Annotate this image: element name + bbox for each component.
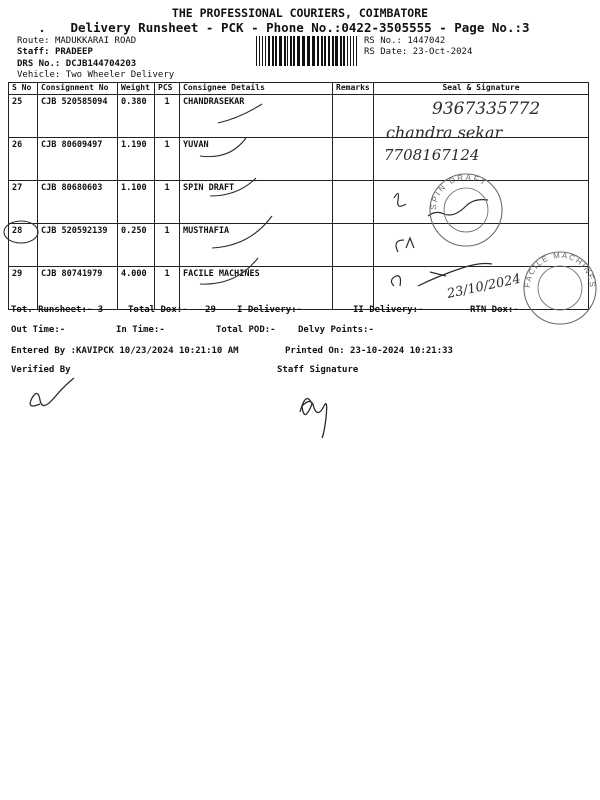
col-consignment-header: Consignment No xyxy=(38,83,118,95)
row-sno: 28 xyxy=(9,224,38,267)
rs-no-value: 1447042 xyxy=(407,36,446,46)
barcode-bar xyxy=(317,36,319,66)
verified-by-label: Verified By xyxy=(11,365,71,375)
row-weight: 4.000 xyxy=(118,267,155,310)
row-consignee: SPIN DRAFT xyxy=(180,181,333,224)
rs-no-label: RS No.: xyxy=(364,36,402,46)
total-dox-value: 29 xyxy=(205,305,216,315)
vehicle-line xyxy=(17,70,174,80)
summary-delvy-points: Delvy Points:- xyxy=(298,325,374,335)
rs-date-line xyxy=(364,47,472,57)
table-row xyxy=(9,224,589,267)
col-pcs-header: PCS xyxy=(155,83,180,95)
row-seal xyxy=(374,224,589,267)
row-consignment-no: CJB 80680603 xyxy=(38,181,118,224)
row-pcs: 1 xyxy=(155,267,180,310)
handwritten-date: 23/10/2024 xyxy=(445,271,523,302)
barcode-bar xyxy=(279,36,282,66)
row-consignment-no: CJB 520585094 xyxy=(38,95,118,138)
summary-i-delivery: I Delivery:- xyxy=(237,305,303,315)
col-consignee-header: Consignee Details xyxy=(180,83,333,95)
staff-line xyxy=(17,47,93,57)
row-consignee: CHANDRASEKAR xyxy=(180,95,333,138)
row-pcs: 1 xyxy=(155,224,180,267)
facile-stamp-text: FACILE MACHINES xyxy=(522,250,598,289)
barcode-bar xyxy=(293,36,295,66)
rs-no-line xyxy=(364,36,445,46)
barcode-bar xyxy=(272,36,274,66)
row-weight: 0.250 xyxy=(118,224,155,267)
drs-label: DRS No.: xyxy=(17,59,61,69)
row-pcs: 1 xyxy=(155,181,180,224)
barcode-bar xyxy=(284,36,286,66)
barcode-bar xyxy=(297,36,300,66)
table-header-row xyxy=(9,83,589,95)
staff-value: PRADEEP xyxy=(54,47,93,57)
table-row xyxy=(9,267,589,310)
barcode-bar xyxy=(324,36,326,66)
barcode-bar xyxy=(262,36,263,66)
staff-signature-label: Staff Signature xyxy=(277,365,359,375)
row-consignment-no: CJB 80609497 xyxy=(38,138,118,181)
barcode-bar xyxy=(265,36,266,66)
company-title: THE PROFESSIONAL COURIERS, COIMBATORE xyxy=(171,6,429,20)
summary-in-time: In Time:- xyxy=(116,325,165,335)
rs-date-value: 23-Oct-2024 xyxy=(412,47,473,57)
handwritten-phone-1: 9367335772 xyxy=(432,99,541,119)
runsheet-title: Delivery Runsheet - PCK - Phone No.:0422-3505555 - Page No.:3 xyxy=(70,20,530,35)
row-remarks xyxy=(333,138,374,181)
drs-line xyxy=(17,59,136,69)
row-sno: 25 xyxy=(9,95,38,138)
col-sno-header: S No xyxy=(9,83,38,95)
runsheet-table xyxy=(8,82,589,310)
barcode-bar xyxy=(290,36,292,66)
summary-total-dox xyxy=(128,305,216,315)
barcode-bar xyxy=(302,36,305,66)
vehicle-value: Two Wheeler Delivery xyxy=(65,70,175,80)
row-remarks xyxy=(333,267,374,310)
row-sno: 26 xyxy=(9,138,38,181)
barcode-bar xyxy=(259,36,260,66)
printed-on: Printed On: 23-10-2024 10:21:33 xyxy=(285,346,453,356)
handwritten-name-1: chandra sekar xyxy=(386,123,503,142)
barcode-bar xyxy=(350,36,351,66)
tot-runsheet-label: Tot. Runsheet:- xyxy=(11,305,93,315)
barcode-bar xyxy=(335,36,338,66)
row-pcs: 1 xyxy=(155,138,180,181)
row-consignment-no: CJB 80741979 xyxy=(38,267,118,310)
barcode-bar xyxy=(353,36,354,66)
barcode-bar xyxy=(328,36,330,66)
row-weight: 0.380 xyxy=(118,95,155,138)
rs-date-label: RS Date: xyxy=(364,47,408,57)
summary-ii-delivery: II Delivery:- xyxy=(353,305,424,315)
entered-by: Entered By :KAVIPCK 10/23/2024 10:21:10 AM xyxy=(11,346,239,356)
barcode-bar xyxy=(256,36,257,66)
row-consignee: MUSTHAFIA xyxy=(180,224,333,267)
barcode-bar xyxy=(268,36,270,66)
row-sno: 27 xyxy=(9,181,38,224)
summary-out-time: Out Time:- xyxy=(11,325,66,335)
row-consignee: FACILE MACHINES xyxy=(180,267,333,310)
staff-signature-scribble xyxy=(300,399,327,438)
barcode-bar xyxy=(347,36,348,66)
col-seal-header: Seal & Signature xyxy=(374,83,589,95)
table-row xyxy=(9,138,589,181)
barcode-bar xyxy=(343,36,345,66)
barcode-bar xyxy=(312,36,315,66)
row-weight: 1.100 xyxy=(118,181,155,224)
barcode-bar xyxy=(321,36,323,66)
row-sno: 29 xyxy=(9,267,38,310)
vehicle-label: Vehicle: xyxy=(17,70,61,80)
summary-tot-runsheet xyxy=(11,305,103,315)
row-consignment-no: CJB 520592139 xyxy=(38,224,118,267)
row-pcs: 1 xyxy=(155,95,180,138)
drs-value: DCJB144704203 xyxy=(65,59,137,69)
route-label: Route: xyxy=(17,36,50,46)
row-weight: 1.190 xyxy=(118,138,155,181)
row-remarks xyxy=(333,95,374,138)
handwritten-phone-2: 7708167124 xyxy=(384,146,480,164)
tot-runsheet-value: 3 xyxy=(97,305,104,315)
summary-rtn-dox: RTN Dox:- xyxy=(470,305,519,315)
row-seal xyxy=(374,95,589,138)
barcode-bar xyxy=(340,36,342,66)
barcode-bar xyxy=(287,36,288,66)
spin-draft-stamp-text: SPIN DRAFT xyxy=(428,172,489,211)
col-remarks-header: Remarks xyxy=(333,83,374,95)
row-consignee: YUVAN xyxy=(180,138,333,181)
row-seal xyxy=(374,267,589,310)
total-dox-label: Total Dox:- xyxy=(128,305,188,315)
col-weight-header: Weight xyxy=(118,83,155,95)
barcode-bar xyxy=(356,36,357,66)
staff-label: Staff: xyxy=(17,47,50,57)
barcode-bar xyxy=(332,36,334,66)
table-row xyxy=(9,95,589,138)
summary-total-pod: Total POD:- xyxy=(216,325,276,335)
row-seal xyxy=(374,138,589,181)
route-value: MADUKKARAI ROAD xyxy=(54,36,137,46)
barcode-bar xyxy=(307,36,310,66)
row-remarks xyxy=(333,181,374,224)
barcode-bar xyxy=(275,36,277,66)
row-remarks xyxy=(333,224,374,267)
row-seal xyxy=(374,181,589,224)
table-row xyxy=(9,181,589,224)
route-line xyxy=(17,36,136,46)
barcode xyxy=(256,36,358,66)
verified-signature xyxy=(30,378,74,406)
